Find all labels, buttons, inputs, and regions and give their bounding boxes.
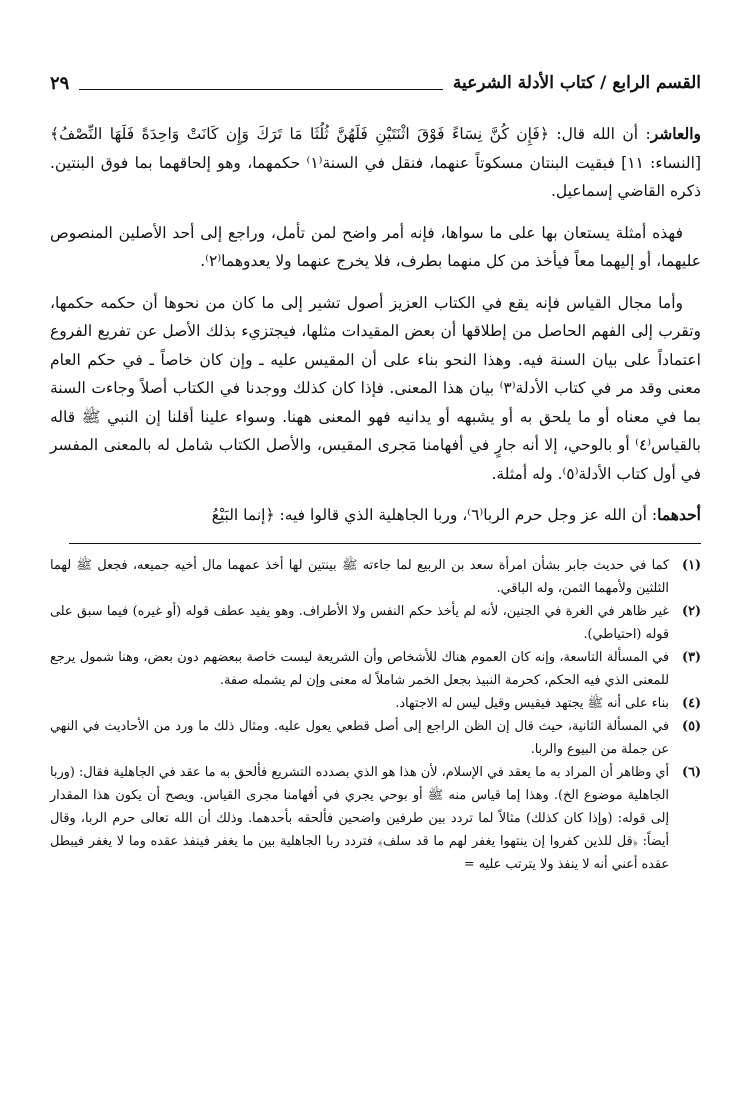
running-header bbox=[50, 68, 701, 98]
footnote bbox=[50, 646, 701, 692]
paragraph-lead: والعاشر bbox=[650, 124, 701, 143]
footnote-number: (٦) bbox=[682, 764, 701, 780]
footnote-text: غير ظاهر في الغرة في الجنين، لأنه لم يأخذ حكم النفس ولا الأطراف. وهو يفيد عطف قوله (أو غيره) فيما سبق على قوله (احتياطي). bbox=[50, 603, 669, 642]
header-rule bbox=[79, 89, 443, 90]
paragraph bbox=[50, 219, 701, 276]
footnote-number: (٤) bbox=[682, 695, 701, 711]
footnote-text: أي وظاهر أن المراد به ما يعقد في الإسلام، لأن هذا هو الذي بصدده التشريع فألحق به ما عقد في الجاهلية فقال: (وربا الجاهلية موضوع الخ). وهذا إما قياس منه ﷺ أو بوحي يجري في أفهامنا مجرى القياس. ويصح أن يكون هذا المقدار إلى قوله: (وإذا كان كذلك) مثالاً لما تردد بين طرفين واضحين فألحقه بأحدهما. وذلك أن الله تعالى حرم الربا، وقال أيضاً: ﴿قل للذين كفروا إن ينتهوا يغفر لهم ما قد سلف﴾ فتردد ربا الجاهلية بين ما يغفر فينفذ عقده وما لا يغفر فيبطل عقده أعني أنه لا ينفذ ولا يترتب عليه = bbox=[50, 764, 669, 872]
footnote bbox=[50, 600, 701, 646]
footnote-number: (٥) bbox=[682, 718, 701, 734]
paragraph bbox=[50, 120, 701, 206]
footnote bbox=[50, 692, 701, 715]
paragraph-text: : أن الله قال: ﴿فَإِن كُنَّ نِسَاءً فَوْقَ اثْنَتَيْنِ فَلَهُنَّ ثُلُثَا مَا تَرَكَ وَإِن كَانَتْ وَاحِدَةً فَلَهَا النِّصْفُ﴾ [النساء: ١١] فبقيت البنتان مسكوتاً عنهما، فنقل في السنة⁽١⁾ حكمهما، وهو إلحاقهما بما فوق البنتين. ذكره القاضي إسماعيل. bbox=[50, 125, 701, 200]
footnote-text: كما في حديث جابر بشأن امرأة سعد بن الربيع لما جاءته ﷺ بينتين لها أخذ عمهما مال أخيه جميعه، فجعل ﷺ لهما الثلثين ولأمهما الثمن، وله الباقي. bbox=[50, 557, 669, 596]
footnote-number: (١) bbox=[682, 557, 701, 573]
footnote-text: بناء على أنه ﷺ يجتهد فيقيس وقيل ليس له الاجتهاد. bbox=[395, 695, 669, 711]
section-title: القسم الرابع / كتاب الأدلة الشرعية bbox=[452, 73, 701, 93]
footnote-number: (٢) bbox=[682, 603, 701, 619]
footnote bbox=[50, 715, 701, 761]
paragraph bbox=[50, 289, 701, 489]
footnote-divider bbox=[69, 543, 701, 544]
footnote bbox=[50, 761, 701, 876]
footnote-text: في المسألة التاسعة، وإنه كان العموم هناك للأشخاص وأن الشريعة ليست خاصة ببعضهم دون بعض، وهنا شمول يرجع للمعنى الذي فيه الحكم، كحرمة النبيذ بجعل الخمر شاملاً له معنى وإن لم يشمله صفة. bbox=[50, 649, 669, 688]
paragraph-text: فهذه أمثلة يستعان بها على ما سواها، فإنه أمر واضح لمن تأمل، وراجع إلى أحد الأصلين المنصوص عليهما، أو إليهما معاً فيأخذ من كل منهما بطرف، فلا يخرج عنهما ولا يعدوهما⁽٢⁾. bbox=[50, 223, 701, 270]
paragraph-text: : أن الله عز وجل حرم الربا⁽٦⁾، وربا الجاهلية الذي قالوا فيه: ﴿إنما البَيْعُ bbox=[211, 506, 658, 524]
page-number: ٢٩ bbox=[50, 72, 70, 94]
footnote-text: في المسألة الثانية، حيث قال إن الظن الراجع إلى أصل قطعي يعول عليه. ومثال ذلك ما ورد من الأحاديث في النهي عن جملة من البيوع والربا. bbox=[50, 718, 669, 757]
main-text bbox=[50, 120, 701, 530]
paragraph bbox=[50, 501, 701, 530]
footnote bbox=[50, 554, 701, 600]
footnote-number: (٣) bbox=[682, 649, 701, 665]
paragraph-text: وأما مجال القياس فإنه يقع في الكتاب العزيز أصول تشير إلى ما كان من نحوها أن حكمه حكمها، وتقرب إلى الفهم الحاصل من إطلاقها أن بعض المقيدات مثلها، فيجتزيء بذلك الأصل عن تفريع الفروع اعتماداً على بيان السنة فيه. وهذا النحو بناء على أن المقيس عليه ـ وإن كان خاصاً ـ في حكم العام معنى وقد مر في كتاب الأدلة⁽٣⁾ بيان هذا المعنى. فإذا كان كذلك ووجدنا في الكتاب أصلاً وجاءت السنة بما في معناه أو ما يلحق به أو يشبهه أو يدانيه فهو المعنى ههنا. وسواء علينا أقلنا إن النبي ﷺ قاله بالقياس⁽٤⁾ أو بالوحي، إلا أنه جارٍ في أفهامنا مَجرى المقيس، والأصل الكتاب شامل له بالمعنى المفسر في أول كتاب الأدلة⁽٥⁾. وله أمثلة. bbox=[50, 293, 701, 483]
footnotes bbox=[50, 554, 701, 876]
paragraph-lead: أحدهما bbox=[657, 505, 701, 524]
